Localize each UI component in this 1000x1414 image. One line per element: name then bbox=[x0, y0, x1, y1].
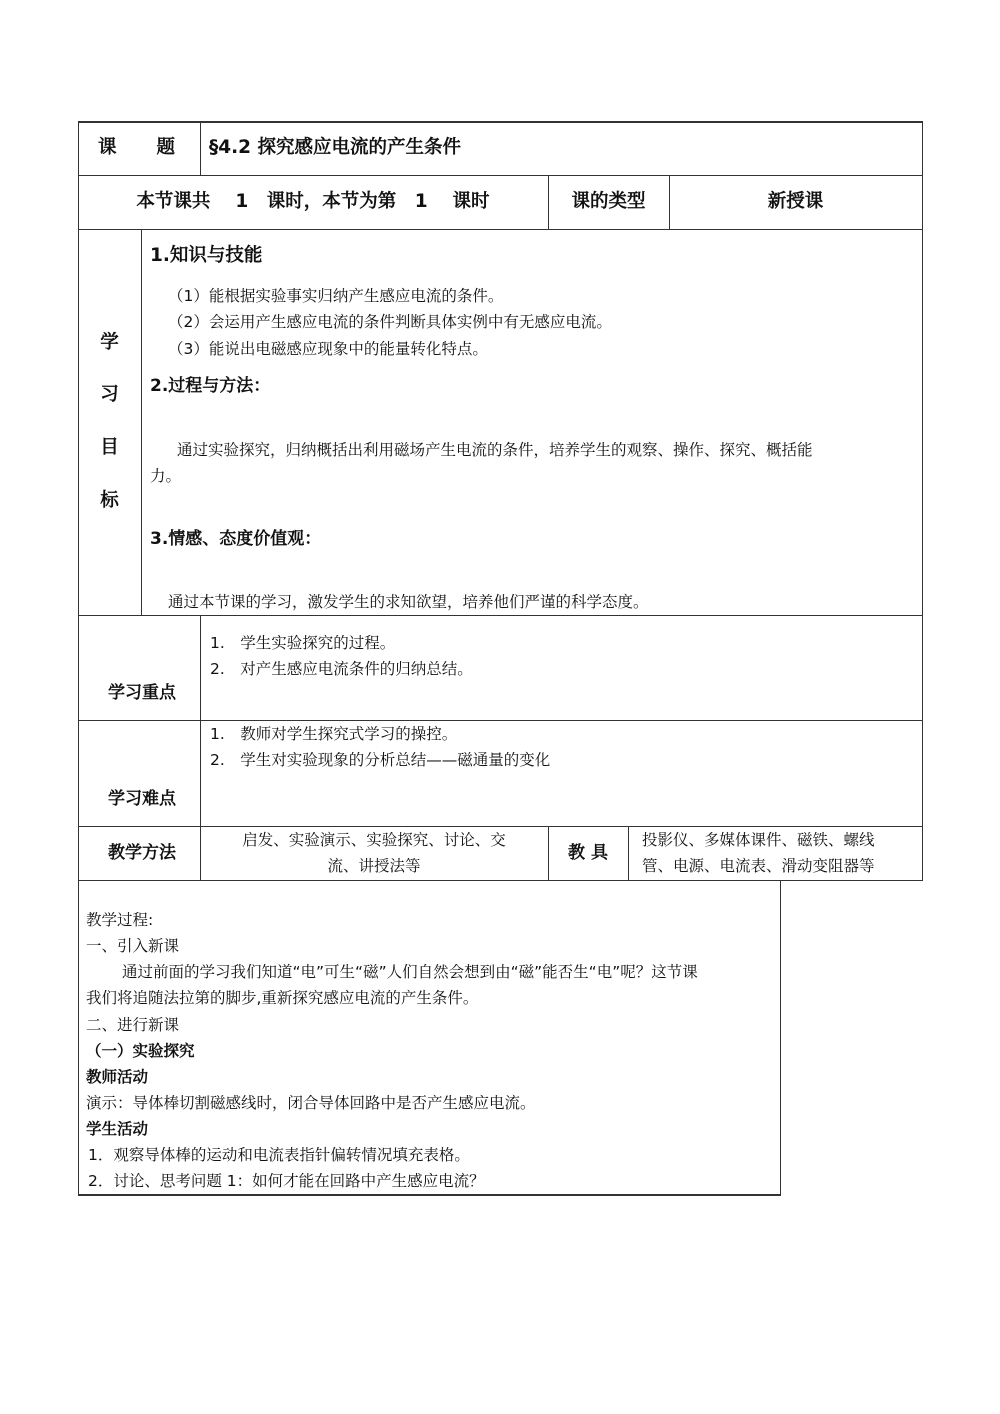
objectives-label-char: 目 bbox=[100, 437, 119, 458]
paragraph: 通过前面的学习我们知道“电”可生“磁”人们自然会想到由“磁”能否生“电”呢？这节课 bbox=[122, 963, 698, 981]
table-border bbox=[78, 615, 923, 616]
type-value: 新授课 bbox=[767, 191, 824, 212]
tools-text: 投影仪、多媒体课件、磁铁、螺线 bbox=[642, 831, 875, 849]
table-border bbox=[922, 121, 923, 881]
list-item: 1. 教师对学生探究式学习的操控。 bbox=[210, 725, 458, 743]
table-border bbox=[78, 121, 79, 1196]
process-title: 教学过程: bbox=[86, 911, 154, 929]
table-border bbox=[78, 880, 923, 881]
sub-heading: 学生活动 bbox=[86, 1120, 149, 1138]
difficulties-label: 学习难点 bbox=[108, 789, 176, 809]
objectives-label-char: 标 bbox=[100, 490, 119, 511]
list-item: 2．讨论、思考问题 1：如何才能在回路中产生感应电流？ bbox=[88, 1172, 485, 1190]
type-label: 课的类型 bbox=[571, 191, 646, 212]
paragraph: 力。 bbox=[150, 467, 182, 485]
section-title: 2.过程与方法： bbox=[150, 376, 271, 396]
topic-title: §4.2 探究感应电流的产生条件 bbox=[209, 137, 461, 158]
table-border bbox=[78, 229, 923, 230]
key-points-label: 学习重点 bbox=[108, 683, 176, 703]
list-item: 1．观察导体棒的运动和电流表指针偏转情况填充表格。 bbox=[88, 1146, 470, 1164]
tools-text: 管、电源、电流表、滑动变阻器等 bbox=[642, 857, 875, 875]
list-item: 2. 对产生感应电流条件的归纳总结。 bbox=[210, 660, 473, 678]
methods-text: 流、讲授法等 bbox=[327, 857, 421, 875]
sub-heading: （一）实验探究 bbox=[86, 1042, 195, 1060]
table-border bbox=[78, 720, 923, 721]
table-border bbox=[780, 880, 781, 1196]
section-heading: 二、进行新课 bbox=[86, 1016, 180, 1034]
tools-label: 教 具 bbox=[568, 843, 608, 863]
methods-label: 教学方法 bbox=[108, 843, 176, 863]
list-item: 1. 学生实验探究的过程。 bbox=[210, 634, 396, 652]
paragraph: 通过本节课的学习，激发学生的求知欲望，培养他们严谨的科学态度。 bbox=[168, 593, 649, 611]
sub-heading: 教师活动 bbox=[86, 1068, 149, 1086]
table-border bbox=[200, 121, 201, 175]
paragraph: 我们将追随法拉第的脚步,重新探究感应电流的产生条件。 bbox=[86, 989, 479, 1007]
objectives-label-char: 学 bbox=[100, 332, 119, 353]
objectives-label-char: 习 bbox=[100, 384, 119, 405]
table-border bbox=[78, 826, 923, 827]
section-title: 3.情感、态度价值观： bbox=[150, 529, 322, 549]
section-title: 1.知识与技能 bbox=[150, 245, 263, 266]
objective-item: （3）能说出电磁感应现象中的能量转化特点。 bbox=[168, 340, 488, 358]
hours-text: 本节课共 1 课时，本节为第 1 课时 bbox=[136, 191, 490, 212]
topic-label: 课 题 bbox=[98, 137, 177, 158]
table-border bbox=[141, 229, 142, 615]
paragraph: 通过实验探究，归纳概括出利用磁场产生电流的条件，培养学生的观察、操作、探究、概括能 bbox=[177, 441, 813, 459]
section-heading: 一、引入新课 bbox=[86, 937, 180, 955]
objective-item: （1）能根据实验事实归纳产生感应电流的条件。 bbox=[168, 287, 504, 305]
table-border bbox=[628, 826, 629, 880]
table-border bbox=[78, 175, 923, 176]
table-border bbox=[78, 121, 923, 123]
list-item: 2. 学生对实验现象的分析总结——磁通量的变化 bbox=[210, 751, 551, 769]
table-border bbox=[78, 1194, 781, 1196]
methods-text: 启发、实验演示、实验探究、讨论、交 bbox=[242, 831, 506, 849]
paragraph: 演示：导体棒切割磁感线时，闭合导体回路中是否产生感应电流。 bbox=[86, 1094, 536, 1112]
objective-item: （2）会运用产生感应电流的条件判断具体实例中有无感应电流。 bbox=[168, 313, 612, 331]
